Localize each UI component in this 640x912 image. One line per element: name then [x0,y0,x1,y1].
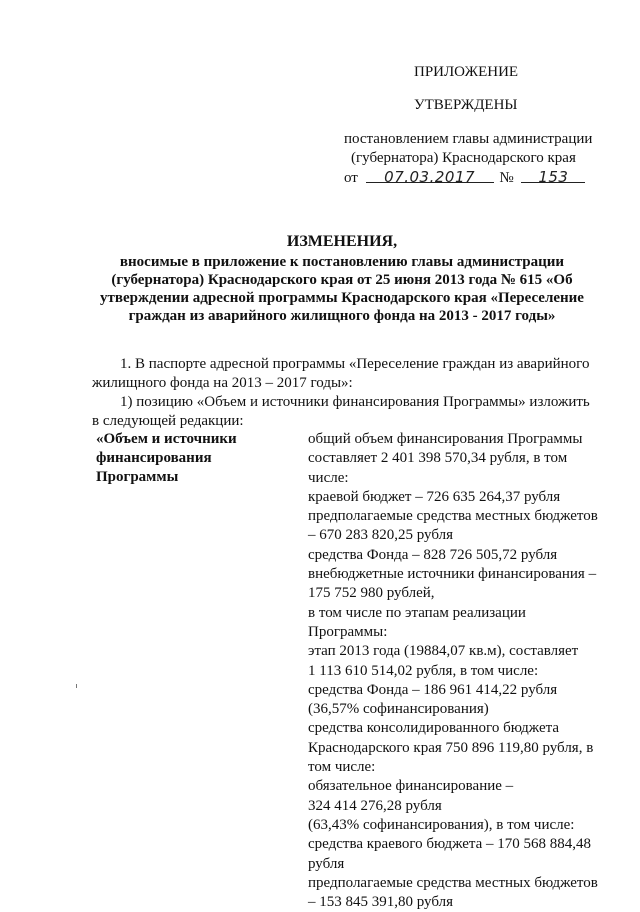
right-cell-line: – 153 845 391,80 рубля [308,894,453,911]
right-cell-line: числе: [308,469,349,486]
number-field [521,168,585,186]
right-cell-line: составляет 2 401 398 570,34 рубля, в том [308,450,568,467]
left-cell-line: «Объем и источники [96,431,237,447]
right-cell-line: этап 2013 года (19884,07 кв.м), составляет [308,643,579,660]
right-cell-line: обязательное финансирование – [308,778,514,795]
left-cell-line: Программы [96,469,179,485]
right-cell-line: средства Фонда – 828 726 505,72 рубля [308,546,558,563]
title-main: ИЗМЕНЕНИЯ, [286,233,398,250]
right-cell-line: средства краевого бюджета – 170 568 884,48 [308,836,592,853]
paragraph-1 [92,355,606,393]
date-value: 07.03.2017 [384,168,476,186]
number-value: 153 [538,168,569,186]
right-cell-line: Краснодарского края 750 896 119,80 рубля, в [308,739,594,756]
paragraph-line: 1) позицию «Объем и источники финансирования Программы» изложить [120,394,590,410]
right-cell-line: общий объем финансирования Программы [308,431,583,447]
paragraph-line: жилищного фонда на 2013 – 2017 годы»: [92,375,353,391]
right-cell-line: (36,57% софинансирования) [308,701,489,718]
date-field [366,168,494,186]
paragraph-line: в следующей редакции: [92,413,244,429]
right-cell-line: (63,43% софинансирования), в том числе: [308,816,575,833]
right-cell-line: – 670 283 820,25 рубля [308,527,453,544]
right-cell-line: 324 414 276,28 рубля [308,797,442,814]
appendix-label: ПРИЛОЖЕНИЕ [414,64,519,80]
title-line: граждан из аварийного жилищного фонда на 2013 - 2017 годы» [128,308,556,324]
title-line: утверждении адресной программы Краснодарского края «Переселение [100,290,584,306]
right-cell-line: в том числе по этапам реализации [308,604,526,621]
right-cell-line: предполагаемые средства местных бюджетов [308,874,598,891]
paragraph-line: 1. В паспорте адресной программы «Переселение граждан из аварийного [120,356,590,372]
table-right-cell [308,430,608,912]
right-cell-line: рубля [308,855,345,872]
document-title [92,232,592,252]
scan-mark [76,684,77,688]
right-cell-line: внебюджетные источники финансирования – [308,566,597,583]
right-cell-line: том числе: [308,759,376,776]
right-cell-line: 175 752 980 рублей, [308,585,435,602]
title-line: (губернатора) Краснодарского края от 25 июня 2013 года № 615 «Об [111,272,573,288]
number-prefix: № [499,170,514,186]
right-cell-line: средства консолидированного бюджета [308,720,559,737]
right-cell-line: средства Фонда – 186 961 414,22 рубля [308,681,558,698]
paragraph-2 [92,393,606,431]
date-number-line [344,168,585,187]
approved-label: УТВЕРЖДЕНЫ [414,97,518,113]
title-line: вносимые в приложение к постановлению главы администрации [119,254,565,270]
right-cell-line: краевой бюджет – 726 635 264,37 рубля [308,488,561,505]
right-cell-line: предполагаемые средства местных бюджетов [308,508,598,525]
decree-line-1: постановлением главы администрации [344,131,593,147]
right-cell-line: 1 113 610 514,02 рубля, в том числе: [308,662,539,679]
table-left-cell [96,430,286,487]
left-cell-line: финансирования [96,450,212,466]
decree-line-2: (губернатора) Краснодарского края [351,150,576,166]
date-prefix: от [344,170,358,186]
right-cell-line: Программы: [308,623,388,640]
title-description [92,253,592,325]
